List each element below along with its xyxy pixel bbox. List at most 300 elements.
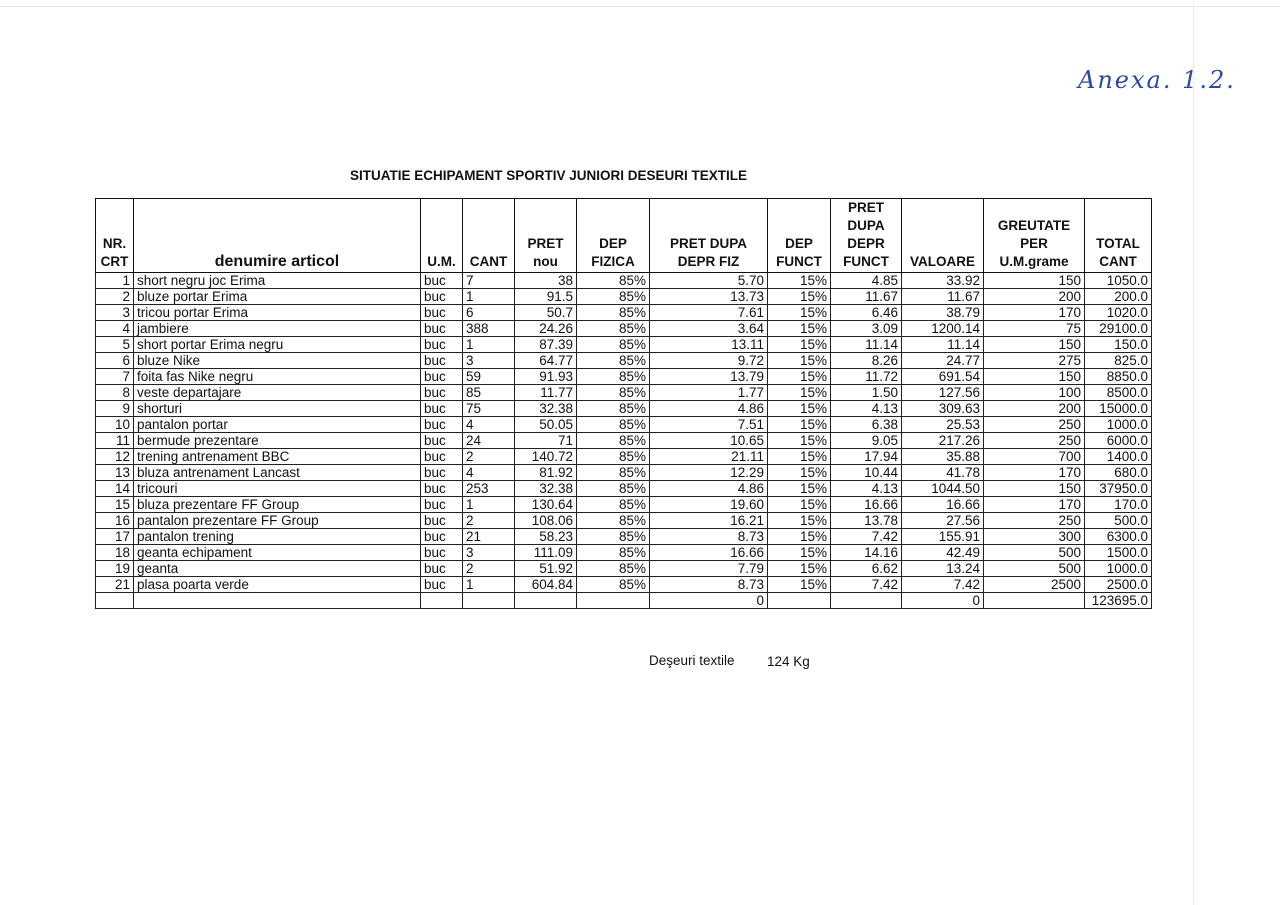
header-denumire-text: denumire articol — [214, 253, 340, 270]
cell-pret-dupa-depr-funct: 7.42 — [831, 577, 902, 593]
cell-nr: 9 — [96, 401, 134, 417]
cell-name: bluza antrenament Lancast — [134, 465, 421, 481]
cell-pret-dupa-depr-fiz: 4.86 — [650, 401, 768, 417]
cell-pret-dupa-depr-fiz: 8.73 — [650, 529, 768, 545]
cell-greutate: 250 — [984, 433, 1085, 449]
cell-valoare: 11.67 — [902, 289, 984, 305]
header-um — [421, 199, 463, 273]
cell-nr: 7 — [96, 369, 134, 385]
header-nr-crt-text: NR. CRT — [100, 236, 129, 269]
header-valoare — [902, 199, 984, 273]
cell-um: buc — [421, 497, 463, 513]
cell-name: shorturi — [134, 401, 421, 417]
cell-dep-funct: 15% — [768, 369, 831, 385]
handwritten-annex-note: Anexa. 1.2. — [1078, 66, 1236, 94]
header-greutate — [984, 199, 1085, 273]
cell-um: buc — [421, 481, 463, 497]
cell-pret-nou: 58.23 — [515, 529, 577, 545]
cell-dep-funct: 15% — [768, 513, 831, 529]
cell-greutate: 100 — [984, 385, 1085, 401]
cell-dep-funct: 15% — [768, 561, 831, 577]
cell-dep-funct: 15% — [768, 497, 831, 513]
cell-pret-dupa-depr-fiz: 1.77 — [650, 385, 768, 401]
scan-edge-right — [1193, 0, 1194, 905]
cell-name: geanta — [134, 561, 421, 577]
cell-greutate: 2500 — [984, 577, 1085, 593]
totals-empty-cell — [768, 593, 831, 609]
cell-valoare: 41.78 — [902, 465, 984, 481]
cell-nr: 4 — [96, 321, 134, 337]
cell-pret-dupa-depr-funct: 11.14 — [831, 337, 902, 353]
cell-um: buc — [421, 417, 463, 433]
cell-dep-fizica: 85% — [577, 465, 650, 481]
table-row — [96, 481, 1152, 497]
cell-greutate: 150 — [984, 481, 1085, 497]
cell-total-cant: 1500.0 — [1085, 545, 1152, 561]
cell-cant: 6 — [463, 305, 515, 321]
cell-total-cant: 170.0 — [1085, 497, 1152, 513]
cell-pret-dupa-depr-fiz: 7.61 — [650, 305, 768, 321]
cell-valoare: 24.77 — [902, 353, 984, 369]
cell-pret-dupa-depr-fiz: 21.11 — [650, 449, 768, 465]
cell-um: buc — [421, 289, 463, 305]
cell-nr: 8 — [96, 385, 134, 401]
cell-cant: 7 — [463, 273, 515, 289]
table-row — [96, 513, 1152, 529]
cell-total-cant: 6300.0 — [1085, 529, 1152, 545]
cell-name: bermude prezentare — [134, 433, 421, 449]
cell-cant: 388 — [463, 321, 515, 337]
totals-empty-cell — [463, 593, 515, 609]
cell-cant: 2 — [463, 513, 515, 529]
cell-total-cant: 8500.0 — [1085, 385, 1152, 401]
cell-pret-dupa-depr-fiz: 8.73 — [650, 577, 768, 593]
cell-dep-funct: 15% — [768, 433, 831, 449]
cell-name: pantalon portar — [134, 417, 421, 433]
table-row — [96, 385, 1152, 401]
cell-greutate: 250 — [984, 417, 1085, 433]
cell-pret-nou: 604.84 — [515, 577, 577, 593]
table-row — [96, 369, 1152, 385]
cell-total-cant: 2500.0 — [1085, 577, 1152, 593]
cell-pret-nou: 130.64 — [515, 497, 577, 513]
header-pret-dupa-depr-fiz-text: PRET DUPA DEPR FIZ — [669, 236, 747, 269]
cell-dep-fizica: 85% — [577, 401, 650, 417]
cell-nr: 21 — [96, 577, 134, 593]
cell-valoare: 16.66 — [902, 497, 984, 513]
cell-cant: 4 — [463, 417, 515, 433]
total-valoare: 0 — [902, 593, 984, 609]
cell-cant: 75 — [463, 401, 515, 417]
cell-um: buc — [421, 385, 463, 401]
cell-pret-dupa-depr-fiz: 5.70 — [650, 273, 768, 289]
header-pret-dupa-depr-funct — [831, 199, 902, 273]
table-row — [96, 561, 1152, 577]
table-row — [96, 321, 1152, 337]
table-row — [96, 305, 1152, 321]
cell-pret-nou: 38 — [515, 273, 577, 289]
cell-dep-fizica: 85% — [577, 577, 650, 593]
cell-nr: 2 — [96, 289, 134, 305]
cell-pret-dupa-depr-fiz: 19.60 — [650, 497, 768, 513]
totals-empty-cell — [515, 593, 577, 609]
scan-edge-top — [0, 6, 1280, 7]
cell-pret-dupa-depr-funct: 11.67 — [831, 289, 902, 305]
cell-um: buc — [421, 561, 463, 577]
header-greutate-text: GREUTATE PER U.M.grame — [997, 218, 1071, 269]
cell-valoare: 27.56 — [902, 513, 984, 529]
cell-greutate: 700 — [984, 449, 1085, 465]
table-body — [96, 273, 1152, 593]
table-row — [96, 337, 1152, 353]
cell-valoare: 33.92 — [902, 273, 984, 289]
cell-dep-fizica: 85% — [577, 385, 650, 401]
table-row — [96, 577, 1152, 593]
cell-total-cant: 1000.0 — [1085, 561, 1152, 577]
cell-dep-fizica: 85% — [577, 353, 650, 369]
cell-total-cant: 825.0 — [1085, 353, 1152, 369]
cell-pret-dupa-depr-funct: 7.42 — [831, 529, 902, 545]
totals-empty-cell — [421, 593, 463, 609]
cell-valoare: 42.49 — [902, 545, 984, 561]
cell-dep-funct: 15% — [768, 465, 831, 481]
footer-label: Deşeuri textile — [649, 653, 735, 668]
cell-pret-nou: 111.09 — [515, 545, 577, 561]
cell-um: buc — [421, 401, 463, 417]
cell-name: jambiere — [134, 321, 421, 337]
cell-nr: 15 — [96, 497, 134, 513]
document-title: SITUATIE ECHIPAMENT SPORTIV JUNIORI DESEURI TEXTILE — [350, 168, 748, 183]
cell-pret-nou: 71 — [515, 433, 577, 449]
header-total-cant-text: TOTAL CANT — [1096, 236, 1140, 269]
cell-pret-dupa-depr-fiz: 13.73 — [650, 289, 768, 305]
header-pret-nou-text: PRET nou — [527, 236, 564, 269]
cell-pret-dupa-depr-funct: 6.46 — [831, 305, 902, 321]
totals-row — [96, 593, 1152, 609]
cell-pret-nou: 87.39 — [515, 337, 577, 353]
cell-name: bluze Nike — [134, 353, 421, 369]
cell-pret-nou: 51.92 — [515, 561, 577, 577]
cell-name: pantalon trening — [134, 529, 421, 545]
cell-name: pantalon prezentare FF Group — [134, 513, 421, 529]
header-cant-text: CANT — [469, 254, 508, 269]
cell-cant: 1 — [463, 337, 515, 353]
cell-name: bluze portar Erima — [134, 289, 421, 305]
table-row — [96, 465, 1152, 481]
cell-dep-funct: 15% — [768, 305, 831, 321]
cell-nr: 12 — [96, 449, 134, 465]
cell-name: veste departajare — [134, 385, 421, 401]
cell-valoare: 35.88 — [902, 449, 984, 465]
cell-pret-nou: 91.5 — [515, 289, 577, 305]
cell-pret-dupa-depr-funct: 9.05 — [831, 433, 902, 449]
cell-valoare: 25.53 — [902, 417, 984, 433]
cell-um: buc — [421, 545, 463, 561]
cell-greutate: 150 — [984, 273, 1085, 289]
cell-nr: 18 — [96, 545, 134, 561]
cell-pret-dupa-depr-fiz: 7.79 — [650, 561, 768, 577]
cell-total-cant: 8850.0 — [1085, 369, 1152, 385]
cell-valoare: 691.54 — [902, 369, 984, 385]
cell-cant: 24 — [463, 433, 515, 449]
cell-dep-funct: 15% — [768, 481, 831, 497]
cell-dep-funct: 15% — [768, 529, 831, 545]
cell-dep-fizica: 85% — [577, 561, 650, 577]
table-row — [96, 417, 1152, 433]
cell-dep-fizica: 85% — [577, 369, 650, 385]
cell-nr: 11 — [96, 433, 134, 449]
cell-pret-dupa-depr-fiz: 9.72 — [650, 353, 768, 369]
cell-name: tricouri — [134, 481, 421, 497]
cell-cant: 1 — [463, 497, 515, 513]
cell-valoare: 155.91 — [902, 529, 984, 545]
cell-total-cant: 15000.0 — [1085, 401, 1152, 417]
cell-um: buc — [421, 369, 463, 385]
cell-dep-fizica: 85% — [577, 497, 650, 513]
cell-pret-nou: 11.77 — [515, 385, 577, 401]
cell-nr: 10 — [96, 417, 134, 433]
cell-nr: 1 — [96, 273, 134, 289]
cell-total-cant: 1000.0 — [1085, 417, 1152, 433]
cell-nr: 19 — [96, 561, 134, 577]
totals-empty-cell — [831, 593, 902, 609]
cell-cant: 2 — [463, 561, 515, 577]
cell-cant: 2 — [463, 449, 515, 465]
cell-pret-dupa-depr-funct: 1.50 — [831, 385, 902, 401]
header-dep-fizica — [577, 199, 650, 273]
cell-total-cant: 680.0 — [1085, 465, 1152, 481]
total-cantitate: 123695.0 — [1085, 593, 1152, 609]
cell-dep-funct: 15% — [768, 337, 831, 353]
cell-name: bluza prezentare FF Group — [134, 497, 421, 513]
table-row — [96, 433, 1152, 449]
cell-pret-nou: 50.7 — [515, 305, 577, 321]
cell-um: buc — [421, 337, 463, 353]
cell-pret-dupa-depr-fiz: 10.65 — [650, 433, 768, 449]
cell-dep-fizica: 85% — [577, 417, 650, 433]
cell-pret-dupa-depr-funct: 14.16 — [831, 545, 902, 561]
table-row — [96, 449, 1152, 465]
cell-name: geanta echipament — [134, 545, 421, 561]
cell-valoare: 217.26 — [902, 433, 984, 449]
header-pret-nou — [515, 199, 577, 273]
cell-greutate: 500 — [984, 545, 1085, 561]
cell-dep-fizica: 85% — [577, 305, 650, 321]
cell-cant: 85 — [463, 385, 515, 401]
cell-total-cant: 1050.0 — [1085, 273, 1152, 289]
cell-um: buc — [421, 577, 463, 593]
cell-name: trening antrenament BBC — [134, 449, 421, 465]
cell-nr: 6 — [96, 353, 134, 369]
cell-greutate: 150 — [984, 369, 1085, 385]
cell-pret-nou: 108.06 — [515, 513, 577, 529]
cell-pret-dupa-depr-fiz: 16.66 — [650, 545, 768, 561]
cell-pret-dupa-depr-funct: 4.85 — [831, 273, 902, 289]
cell-greutate: 250 — [984, 513, 1085, 529]
table-row — [96, 529, 1152, 545]
cell-pret-dupa-depr-funct: 3.09 — [831, 321, 902, 337]
cell-dep-funct: 15% — [768, 289, 831, 305]
cell-cant: 1 — [463, 289, 515, 305]
cell-valoare: 13.24 — [902, 561, 984, 577]
cell-greutate: 200 — [984, 289, 1085, 305]
cell-name: plasa poarta verde — [134, 577, 421, 593]
header-pret-dupa-depr-funct-text: PRET DUPA DEPR FUNCT — [843, 200, 889, 269]
cell-pret-dupa-depr-funct: 4.13 — [831, 481, 902, 497]
header-total-cant — [1085, 199, 1152, 273]
cell-pret-dupa-depr-funct: 6.62 — [831, 561, 902, 577]
cell-pret-dupa-depr-fiz: 4.86 — [650, 481, 768, 497]
header-valoare-text: VALOARE — [909, 254, 975, 269]
cell-greutate: 170 — [984, 305, 1085, 321]
cell-valoare: 309.63 — [902, 401, 984, 417]
cell-pret-nou: 24.26 — [515, 321, 577, 337]
cell-dep-fizica: 85% — [577, 433, 650, 449]
cell-name: tricou portar Erima — [134, 305, 421, 321]
cell-total-cant: 200.0 — [1085, 289, 1152, 305]
cell-dep-funct: 15% — [768, 449, 831, 465]
cell-name: foita fas Nike negru — [134, 369, 421, 385]
cell-valoare: 127.56 — [902, 385, 984, 401]
header-pret-dupa-depr-fiz — [650, 199, 768, 273]
cell-valoare: 38.79 — [902, 305, 984, 321]
cell-pret-dupa-depr-fiz: 3.64 — [650, 321, 768, 337]
cell-dep-funct: 15% — [768, 417, 831, 433]
cell-nr: 14 — [96, 481, 134, 497]
header-dep-funct-text: DEP FUNCT — [776, 236, 822, 269]
header-cant — [463, 199, 515, 273]
cell-pret-dupa-depr-funct: 17.94 — [831, 449, 902, 465]
table-header-row — [96, 199, 1152, 273]
cell-total-cant: 150.0 — [1085, 337, 1152, 353]
cell-greutate: 170 — [984, 497, 1085, 513]
totals-empty-cell — [984, 593, 1085, 609]
cell-greutate: 300 — [984, 529, 1085, 545]
cell-total-cant: 6000.0 — [1085, 433, 1152, 449]
cell-nr: 17 — [96, 529, 134, 545]
header-nr-crt — [96, 199, 134, 273]
cell-cant: 21 — [463, 529, 515, 545]
cell-pret-dupa-depr-fiz: 13.11 — [650, 337, 768, 353]
cell-dep-funct: 15% — [768, 401, 831, 417]
cell-pret-dupa-depr-fiz: 13.79 — [650, 369, 768, 385]
header-um-text: U.M. — [427, 254, 456, 269]
cell-dep-fizica: 85% — [577, 513, 650, 529]
table-row — [96, 497, 1152, 513]
totals-empty-cell — [577, 593, 650, 609]
cell-cant: 1 — [463, 577, 515, 593]
cell-greutate: 170 — [984, 465, 1085, 481]
cell-cant: 3 — [463, 545, 515, 561]
equipment-table — [95, 198, 1152, 609]
cell-dep-fizica: 85% — [577, 273, 650, 289]
cell-pret-nou: 32.38 — [515, 481, 577, 497]
cell-pret-dupa-depr-funct: 8.26 — [831, 353, 902, 369]
cell-total-cant: 29100.0 — [1085, 321, 1152, 337]
cell-greutate: 150 — [984, 337, 1085, 353]
cell-um: buc — [421, 353, 463, 369]
cell-pret-nou: 32.38 — [515, 401, 577, 417]
header-dep-fizica-text: DEP FIZICA — [591, 236, 635, 269]
table-row — [96, 545, 1152, 561]
cell-um: buc — [421, 321, 463, 337]
cell-total-cant: 1400.0 — [1085, 449, 1152, 465]
cell-dep-funct: 15% — [768, 577, 831, 593]
cell-greutate: 200 — [984, 401, 1085, 417]
cell-pret-dupa-depr-funct: 4.13 — [831, 401, 902, 417]
cell-dep-fizica: 85% — [577, 449, 650, 465]
cell-pret-dupa-depr-funct: 16.66 — [831, 497, 902, 513]
cell-dep-funct: 15% — [768, 321, 831, 337]
cell-pret-dupa-depr-funct: 6.38 — [831, 417, 902, 433]
cell-nr: 16 — [96, 513, 134, 529]
cell-um: buc — [421, 433, 463, 449]
cell-greutate: 500 — [984, 561, 1085, 577]
cell-total-cant: 37950.0 — [1085, 481, 1152, 497]
cell-cant: 4 — [463, 465, 515, 481]
cell-cant: 59 — [463, 369, 515, 385]
table-row — [96, 273, 1152, 289]
cell-pret-nou: 81.92 — [515, 465, 577, 481]
cell-dep-fizica: 85% — [577, 481, 650, 497]
cell-dep-fizica: 85% — [577, 321, 650, 337]
table-row — [96, 353, 1152, 369]
cell-valoare: 1044.50 — [902, 481, 984, 497]
table-row — [96, 289, 1152, 305]
totals-empty-cell — [134, 593, 421, 609]
cell-total-cant: 1020.0 — [1085, 305, 1152, 321]
cell-dep-funct: 15% — [768, 353, 831, 369]
footer-value: 124 Kg — [767, 654, 810, 669]
cell-nr: 3 — [96, 305, 134, 321]
cell-pret-nou: 140.72 — [515, 449, 577, 465]
cell-pret-dupa-depr-fiz: 16.21 — [650, 513, 768, 529]
cell-name: short negru joc Erima — [134, 273, 421, 289]
cell-um: buc — [421, 273, 463, 289]
cell-um: buc — [421, 465, 463, 481]
cell-nr: 13 — [96, 465, 134, 481]
cell-total-cant: 500.0 — [1085, 513, 1152, 529]
cell-pret-nou: 64.77 — [515, 353, 577, 369]
table-row — [96, 401, 1152, 417]
header-dep-funct — [768, 199, 831, 273]
cell-um: buc — [421, 513, 463, 529]
cell-valoare: 1200.14 — [902, 321, 984, 337]
cell-um: buc — [421, 305, 463, 321]
cell-pret-dupa-depr-funct: 11.72 — [831, 369, 902, 385]
cell-dep-funct: 15% — [768, 273, 831, 289]
cell-pret-nou: 91.93 — [515, 369, 577, 385]
cell-dep-fizica: 85% — [577, 545, 650, 561]
cell-dep-fizica: 85% — [577, 289, 650, 305]
cell-pret-nou: 50.05 — [515, 417, 577, 433]
cell-name: short portar Erima negru — [134, 337, 421, 353]
cell-pret-dupa-depr-fiz: 7.51 — [650, 417, 768, 433]
cell-greutate: 75 — [984, 321, 1085, 337]
cell-greutate: 275 — [984, 353, 1085, 369]
header-denumire — [134, 199, 421, 273]
cell-valoare: 7.42 — [902, 577, 984, 593]
cell-pret-dupa-depr-funct: 13.78 — [831, 513, 902, 529]
cell-dep-funct: 15% — [768, 385, 831, 401]
cell-cant: 253 — [463, 481, 515, 497]
cell-valoare: 11.14 — [902, 337, 984, 353]
totals-empty-cell — [96, 593, 134, 609]
total-pret-fiz: 0 — [650, 593, 768, 609]
cell-dep-funct: 15% — [768, 545, 831, 561]
cell-nr: 5 — [96, 337, 134, 353]
cell-pret-dupa-depr-fiz: 12.29 — [650, 465, 768, 481]
